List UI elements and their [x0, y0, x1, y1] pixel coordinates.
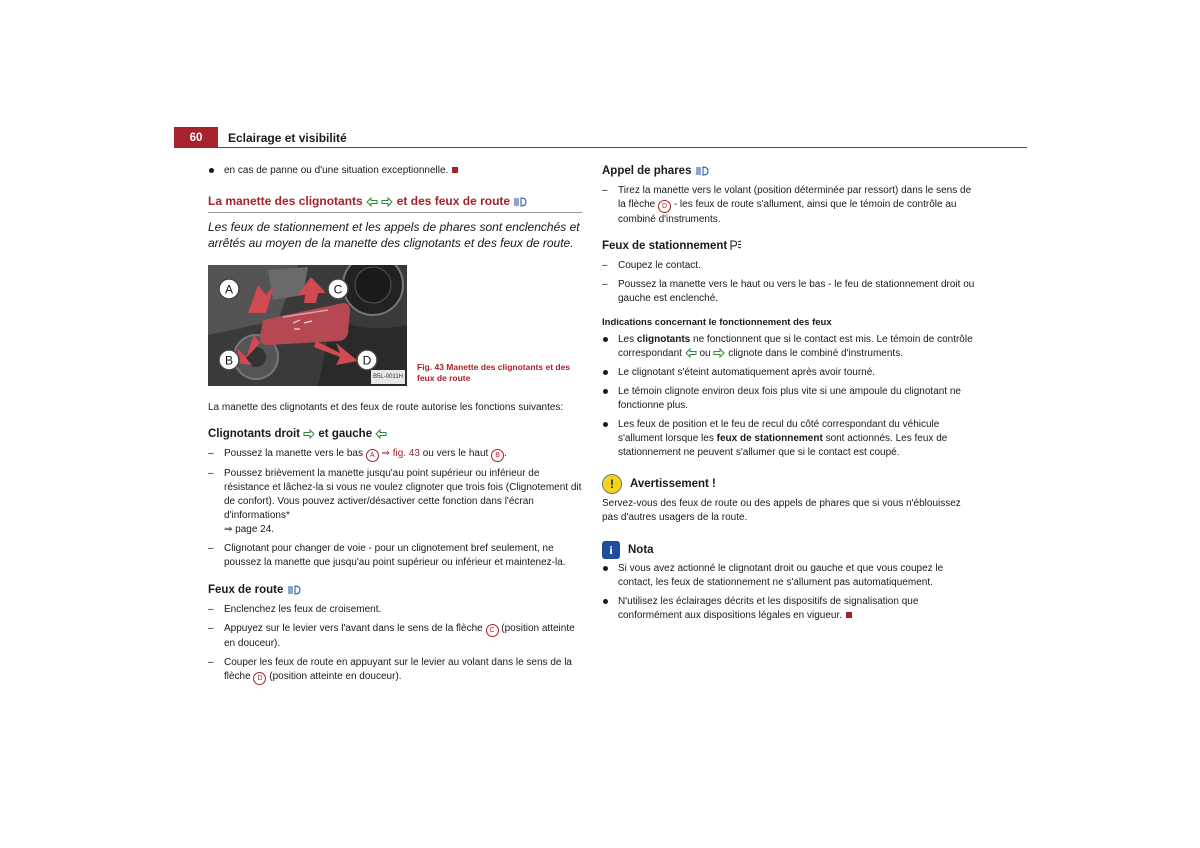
stat-item-2: – Poussez la manette vers le haut ou vers le bas - le feu de stationnement droit ou gauche est enclenché.	[602, 278, 978, 306]
parking-light-icon	[730, 240, 742, 251]
top-bullet: en cas de panne ou d'une situation exceptionnelle.	[208, 164, 582, 178]
fig-reference[interactable]: ⇒ fig. 43	[381, 448, 420, 459]
heading-feux-route: Feux de route	[208, 583, 582, 598]
header-rule	[218, 147, 1027, 148]
clign-item-1: – Poussez la manette vers le bas A ⇒ fig. 43 ou vers le haut B .	[208, 447, 582, 462]
indic-bullet-2: Le clignotant s'éteint automatiquement après avoir tourné.	[602, 366, 978, 380]
turn-signal-left-icon	[366, 197, 378, 207]
stalk-illustration	[208, 265, 407, 386]
turn-signal-left-icon	[685, 348, 697, 358]
nota-title: Nota	[628, 544, 654, 556]
figure-code: B5L-0011H	[371, 370, 405, 384]
high-beam-icon	[695, 166, 709, 176]
clign-item-3: – Clignotant pour changer de voie - pour un clignotement bref seulement, ne poussez la manette que jusqu'au point supérieur ou inférieur et maintenez-la.	[208, 542, 582, 570]
left-column	[208, 164, 582, 690]
high-beam-icon	[287, 585, 301, 595]
figure-43	[208, 265, 582, 387]
end-marker	[846, 612, 852, 618]
nota-header	[602, 541, 978, 559]
label-a: A	[366, 449, 379, 462]
route-item-3: – Couper les feux de route en appuyant sur le levier au volant dans le sens de la flèche D (position atteinte en douceur).	[208, 656, 582, 685]
heading-stationnement: Feux de stationnement	[602, 239, 978, 254]
indic-bullet-3: Le témoin clignote environ deux fois plus vite si une ampoule du clignotant ne fonctionne plus.	[602, 385, 978, 413]
label-b: B	[491, 449, 504, 462]
figure-label-d: D	[362, 353, 372, 368]
turn-signal-right-icon	[303, 429, 315, 439]
indic-bullet-4: Les feux de position et le feu de recul du côté correspondant du véhicule s'allument lorsque les feux de stationnement sont actionnés. Les feux de stationnement ne peuvent s'allumer que si le contact est coupé.	[602, 418, 978, 460]
route-item-1: – Enclenchez les feux de croisement.	[208, 603, 582, 617]
heading-indications: Indications concernant le fonctionnement des feux	[602, 317, 832, 328]
heading-appel-phares: Appel de phares	[602, 164, 978, 179]
label-d: D	[253, 672, 266, 685]
nota-bullet-1: Si vous avez actionné le clignotant droit ou gauche et que vous coupez le contact, les feux de stationnement ne s'allument pas automatiquement.	[602, 562, 978, 590]
heading-clignotants: Clignotants droit et gauche	[208, 427, 582, 442]
figure-label-a: A	[224, 282, 234, 297]
page-reference[interactable]: ⇒ page 24.	[224, 524, 275, 535]
info-icon: i	[602, 541, 620, 559]
label-d: D	[658, 200, 671, 213]
high-beam-icon	[513, 197, 527, 207]
warning-text: Servez-vous des feux de route ou des appels de phares que si vous n'éblouissez pas d'autres usagers de la route.	[602, 498, 961, 523]
turn-signal-right-icon	[381, 197, 393, 207]
section-intro: Les feux de stationnement et les appels de phares sont enclenchés et arrêtés au moyen de la manette des clignotants et des feux de route.	[208, 220, 580, 250]
warning-header	[602, 474, 978, 494]
turn-signal-left-icon	[375, 429, 387, 439]
nota-bullet-2: N'utilisez les éclairages décrits et les dispositifs de signalisation que conformément aux dispositions légales en vigueur.	[602, 595, 978, 623]
indic-bullet-1: Les clignotants ne fonctionnent que si le contact est mis. Le témoin de contrôle correspondant ou clignote dans le combiné d'instruments.	[602, 333, 978, 361]
turn-signal-right-icon	[713, 348, 725, 358]
warning-icon: !	[602, 474, 622, 494]
appel-item: – Tirez la manette vers le volant (position déterminée par ressort) dans le sens de la flèche D - les feux de route s'allument, ainsi que le témoin de contrôle au combiné d'instruments.	[602, 184, 978, 227]
page-number: 60	[174, 127, 218, 148]
figure-caption: Fig. 43 Manette des clignotants et des feux de route	[417, 362, 571, 383]
right-column	[602, 164, 978, 628]
chapter-title: Eclairage et visibilité	[228, 131, 347, 145]
end-marker	[452, 167, 458, 173]
warning-title: Avertissement !	[630, 478, 716, 490]
route-item-2: – Appuyez sur le levier vers l'avant dans le sens de la flèche C (position atteinte en douceur).	[208, 622, 582, 651]
figure-label-c: C	[333, 282, 343, 297]
figure-label-b: B	[224, 353, 234, 368]
section-title: La manette des clignotants et des feux de route	[208, 193, 582, 213]
label-c: C	[486, 624, 499, 637]
clign-item-2: – Poussez brièvement la manette jusqu'au point supérieur ou inférieur de résistance et lâchez-la si vous ne voulez clignoter que trois fois (Clignotement dit de confort). Vous pouvez activer/désactiver cette fonction dans l'écran d'informations* ⇒ page 24.	[208, 467, 582, 537]
stat-item-1: – Coupez le contact.	[602, 259, 978, 273]
functions-intro: La manette des clignotants et des feux de route autorise les fonctions suivantes:	[208, 402, 564, 413]
